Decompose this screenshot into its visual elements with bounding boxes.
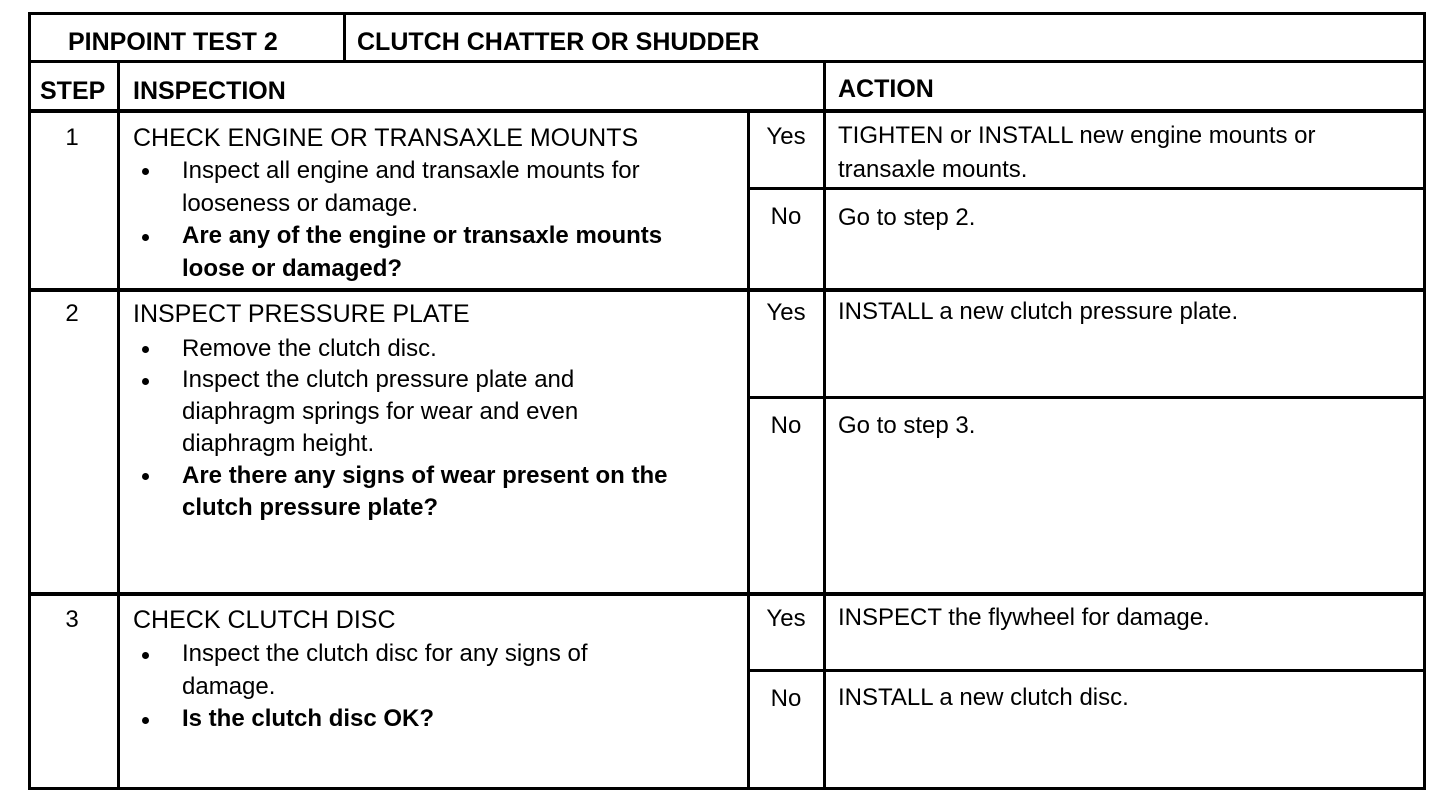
- step-check-title: CHECK CLUTCH DISC: [133, 606, 396, 634]
- inspection-line: Inspect the clutch pressure plate and: [182, 366, 575, 393]
- rule-step2-bottom: [28, 592, 1426, 596]
- rule-action-column: [823, 62, 826, 790]
- step-check-title: INSPECT PRESSURE PLATE: [133, 300, 470, 328]
- step-check-title: CHECK ENGINE OR TRANSAXLE MOUNTS: [133, 124, 639, 152]
- rule-step2-yesno: [748, 396, 1426, 399]
- yes-label: Yes: [766, 123, 806, 150]
- test-title: CLUTCH CHATTER OR SHUDDER: [357, 28, 760, 56]
- rule-step-column: [117, 62, 120, 790]
- rule-title-bottom: [28, 60, 1426, 63]
- step-number: 3: [65, 606, 79, 633]
- bullet-dot: [142, 234, 149, 241]
- yes-action: transaxle mounts.: [838, 156, 1028, 183]
- no-action: Go to step 3.: [838, 412, 976, 439]
- bullet-dot: [142, 346, 149, 353]
- no-label: No: [770, 412, 802, 439]
- yes-label: Yes: [766, 605, 806, 632]
- rule-title-divider: [343, 12, 346, 62]
- inspection-question: loose or damaged?: [182, 255, 403, 282]
- rule-step1-yesno: [748, 187, 1426, 190]
- no-action: Go to step 2.: [838, 204, 976, 231]
- inspection-line: looseness or damage.: [182, 190, 419, 217]
- rule-step3-yesno: [748, 669, 1426, 672]
- inspection-line: diaphragm springs for wear and even: [182, 398, 579, 425]
- bullet-dot: [142, 652, 149, 659]
- no-label: No: [770, 203, 802, 230]
- column-header-step: STEP: [40, 77, 106, 105]
- yes-action: INSPECT the flywheel for damage.: [838, 604, 1210, 631]
- yes-label: Yes: [766, 299, 806, 326]
- test-label: PINPOINT TEST 2: [68, 28, 278, 56]
- inspection-question: clutch pressure plate?: [182, 494, 439, 521]
- no-action: INSTALL a new clutch disc.: [838, 684, 1129, 711]
- bullet-dot: [142, 717, 149, 724]
- column-header-action: ACTION: [838, 75, 934, 103]
- step-number: 2: [65, 300, 79, 327]
- bullet-dot: [142, 168, 149, 175]
- inspection-line: Remove the clutch disc.: [182, 335, 437, 362]
- inspection-line: Inspect all engine and transaxle mounts for: [182, 157, 640, 184]
- step-number: 1: [65, 124, 79, 151]
- yes-action: TIGHTEN or INSTALL new engine mounts or: [838, 122, 1316, 149]
- inspection-line: diaphragm height.: [182, 430, 375, 457]
- inspection-question: Are there any signs of wear present on the: [182, 462, 668, 489]
- bullet-dot: [142, 473, 149, 480]
- rule-step1-bottom: [28, 288, 1426, 292]
- rule-header-bottom: [28, 109, 1426, 113]
- inspection-line: damage.: [182, 673, 276, 700]
- inspection-question: Are any of the engine or transaxle mounts: [182, 222, 663, 249]
- yes-action: INSTALL a new clutch pressure plate.: [838, 298, 1239, 325]
- inspection-question: Is the clutch disc OK?: [182, 705, 435, 732]
- bullet-dot: [142, 378, 149, 385]
- column-header-inspection: INSPECTION: [133, 77, 286, 105]
- inspection-line: Inspect the clutch disc for any signs of: [182, 640, 588, 667]
- no-label: No: [770, 685, 802, 712]
